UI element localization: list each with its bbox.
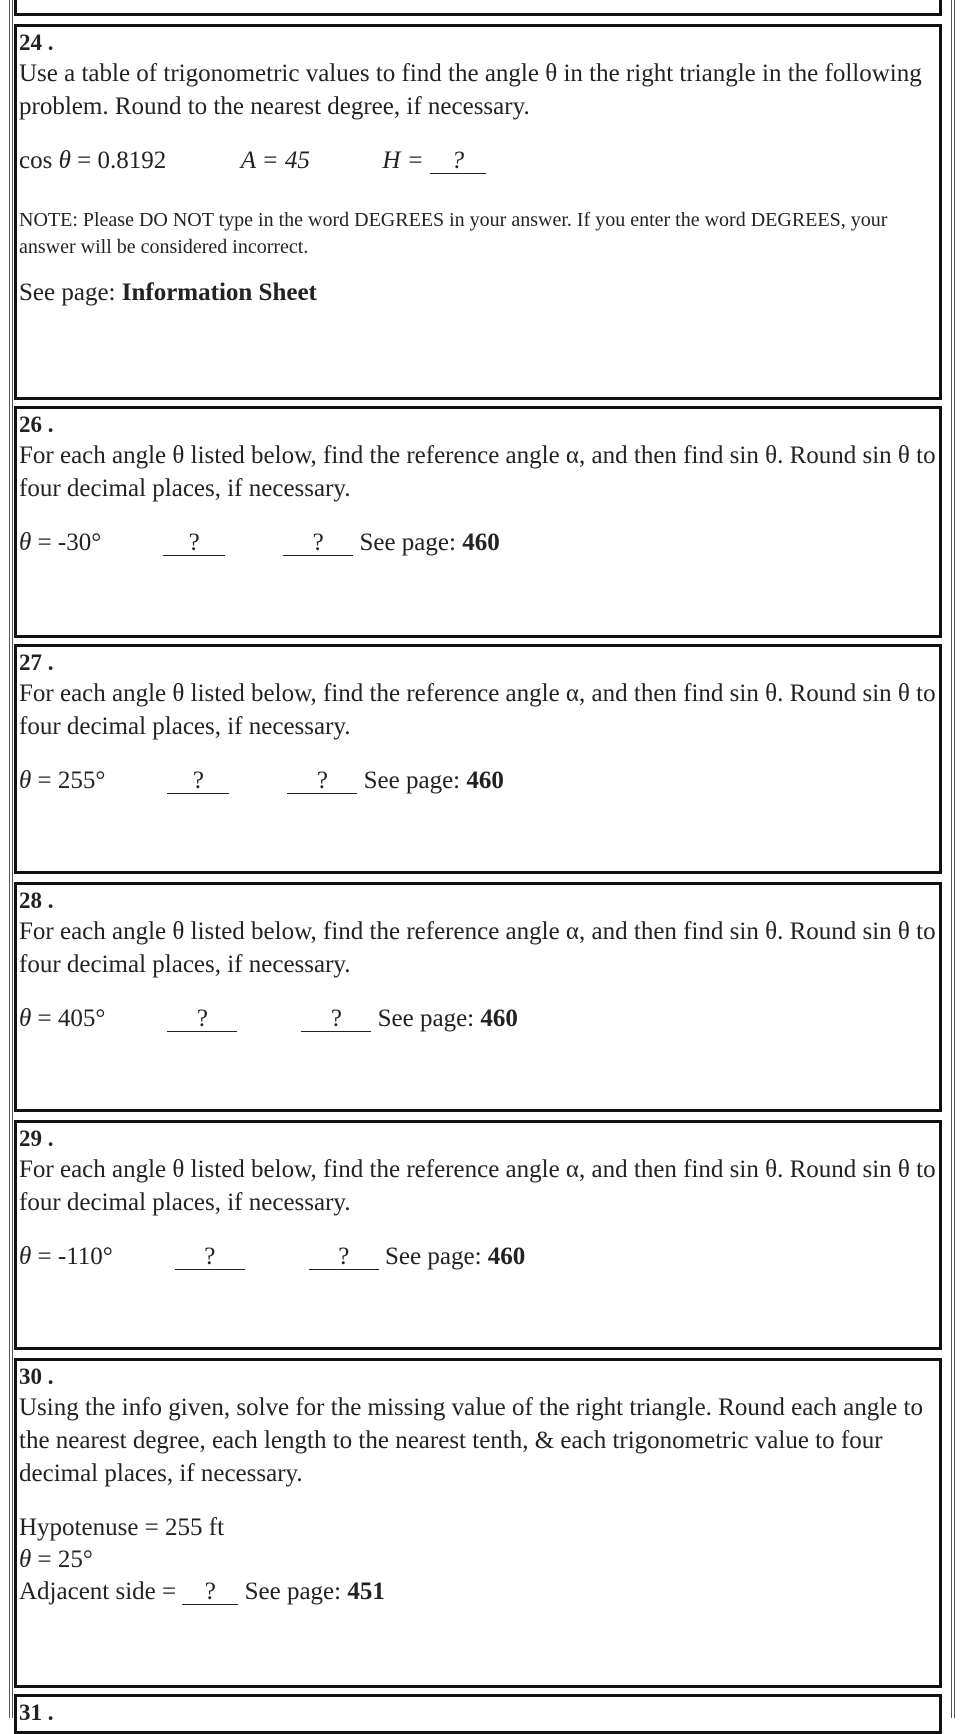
question-number: 27 .: [19, 650, 54, 675]
sin-value-blank[interactable]: ?: [283, 531, 353, 556]
question-box-31: [14, 1694, 942, 1734]
theta-symbol: θ: [19, 1243, 32, 1270]
given-hypotenuse: Hypotenuse = 255 ft: [19, 1514, 225, 1541]
question-prompt: Use a table of trigonometric values to find the angle θ in the right triangle in the following problem. Round to the nearest degree, if necessary.: [19, 60, 922, 120]
see-page-label: See page:: [357, 767, 467, 794]
sin-value-blank[interactable]: ?: [287, 769, 357, 794]
theta-symbol: θ: [19, 1005, 32, 1032]
reference-angle-blank[interactable]: ?: [167, 1007, 237, 1032]
angle-value: = -30°: [31, 529, 102, 556]
reference-angle-blank[interactable]: ?: [163, 531, 225, 556]
question-box-30: [14, 1358, 942, 1688]
question-number: 30 .: [19, 1364, 54, 1389]
answer-line: [19, 527, 939, 559]
reference-angle-blank[interactable]: ?: [175, 1245, 245, 1270]
see-page-link[interactable]: 460: [462, 529, 500, 556]
cos-prefix: cos: [19, 147, 59, 174]
sin-value-blank[interactable]: ?: [309, 1245, 379, 1270]
see-page: [19, 277, 939, 309]
question-number: 31 .: [19, 1700, 54, 1725]
answer-blank[interactable]: ?: [430, 149, 486, 174]
question-prompt: Using the info given, solve for the missing value of the right triangle. Round each angle to the nearest degree, each length to the nearest tenth, & each trigonometric value to four decimal places, if necessary.: [19, 1394, 923, 1487]
angle-value: = 255°: [31, 767, 106, 794]
theta-symbol: θ: [19, 1546, 32, 1573]
see-page-label: See page:: [353, 529, 463, 556]
question-box-26: [14, 406, 942, 638]
theta-symbol: θ: [19, 767, 32, 794]
see-page-label: See page:: [19, 279, 122, 306]
see-page-label: See page:: [371, 1005, 481, 1032]
theta-symbol: θ: [58, 147, 71, 174]
question-box-24: [14, 24, 942, 400]
question-number: 26 .: [19, 412, 54, 437]
see-page-label: See page:: [238, 1578, 348, 1605]
given-angle: [19, 1544, 939, 1576]
answer-line: [19, 765, 939, 797]
see-page-label: See page:: [378, 1243, 488, 1270]
question-number: 24 .: [19, 30, 54, 55]
adjacent-side-label: Adjacent side =: [19, 1578, 183, 1605]
see-page-link[interactable]: 460: [480, 1005, 518, 1032]
see-page-link[interactable]: Information Sheet: [121, 279, 317, 306]
a-value: A = 45: [240, 147, 310, 174]
angle-value: = 405°: [31, 1005, 106, 1032]
theta-symbol: θ: [19, 529, 32, 556]
see-page-link[interactable]: 460: [487, 1243, 526, 1270]
question-prompt: For each angle θ listed below, find the reference angle α, and then find sin θ. Round sin θ to four decimal places, if necessary.: [19, 442, 936, 502]
note-text: NOTE: Please DO NOT type in the word DEGREES in your answer. If you enter the word DEGREES, your answer will be considered incorrect.: [19, 209, 888, 258]
question-prompt: For each angle θ listed below, find the reference angle α, and then find sin θ. Round sin θ to four decimal places, if necessary.: [19, 680, 936, 740]
answer-line: [19, 1241, 939, 1273]
answer-line: [19, 1576, 939, 1608]
adjacent-side-blank[interactable]: ?: [182, 1580, 238, 1605]
cos-value: = 0.8192: [70, 147, 167, 174]
question-prompt: For each angle θ listed below, find the reference angle α, and then find sin θ. Round sin θ to four decimal places, if necessary.: [19, 918, 936, 978]
question-box-28: [14, 882, 942, 1112]
question-number: 29 .: [19, 1126, 54, 1151]
answer-line: [19, 1003, 939, 1035]
question-box-27: [14, 644, 942, 874]
question-box-23: [14, 0, 942, 16]
question-box-29: [14, 1120, 942, 1350]
angle-value: = 25°: [31, 1546, 93, 1573]
given-values: [19, 145, 939, 177]
question-number: 28 .: [19, 888, 54, 913]
see-page-link[interactable]: 451: [347, 1578, 385, 1605]
h-label: H =: [382, 147, 430, 174]
question-prompt: For each angle θ listed below, find the reference angle α, and then find sin θ. Round sin θ to four decimal places, if necessary.: [19, 1156, 936, 1216]
sin-value-blank[interactable]: ?: [301, 1007, 371, 1032]
see-page-link[interactable]: 460: [466, 767, 504, 794]
angle-value: = -110°: [31, 1243, 113, 1270]
reference-angle-blank[interactable]: ?: [167, 769, 229, 794]
